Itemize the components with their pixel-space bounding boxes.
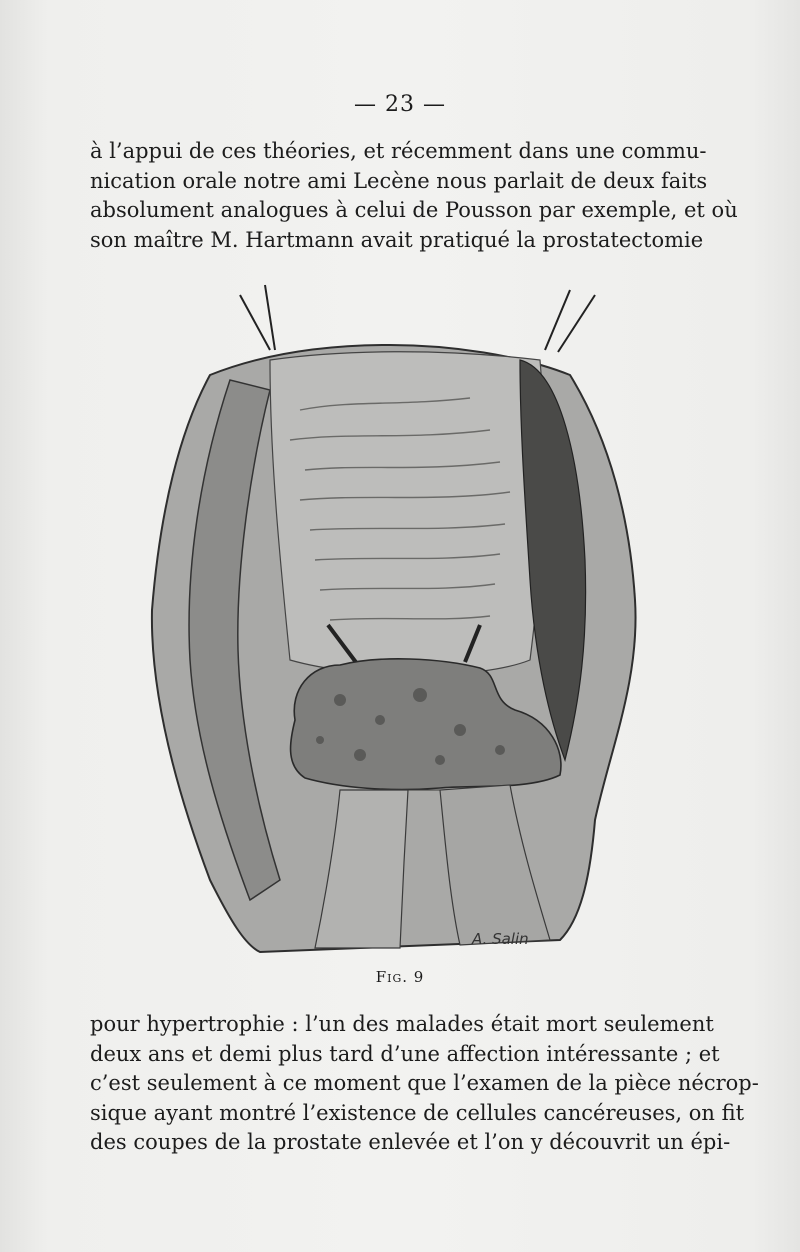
text-line: à l’appui de ces théories, et récemment dans une commu- xyxy=(90,139,707,163)
artist-signature: A. Salin xyxy=(472,930,529,948)
text-line: deux ans et demi plus tard d’une affection intéressante ; et xyxy=(90,1041,720,1066)
paragraph-bottom xyxy=(90,1010,759,1158)
text-line: sique ayant montré l’existence de cellules cancéreuses, on fit xyxy=(90,1100,745,1125)
page-number: — 23 — xyxy=(354,92,446,117)
inner-lining xyxy=(270,352,544,675)
text-line: c’est seulement à ce moment que l’examen de la pièce nécrop- xyxy=(90,1071,759,1095)
text-line: nication orale notre ami Lecène nous parlait de deux faits xyxy=(90,168,708,193)
anatomical-illustration xyxy=(140,280,660,960)
figure-caption: Fig. 9 xyxy=(375,968,425,986)
text-line: pour hypertrophie : l’un des malades était mort seulement xyxy=(90,1012,714,1036)
suture-threads xyxy=(240,285,595,352)
text-line: son maître M. Hartmann avait pratiqué la prostatectomie xyxy=(90,227,704,252)
paragraph-top xyxy=(90,137,738,255)
text-line: absolument analogues à celui de Pousson par exemple, et où xyxy=(90,198,738,222)
text-line: des coupes de la prostate enlevée et l’on y découvrit un épi- xyxy=(90,1130,731,1154)
